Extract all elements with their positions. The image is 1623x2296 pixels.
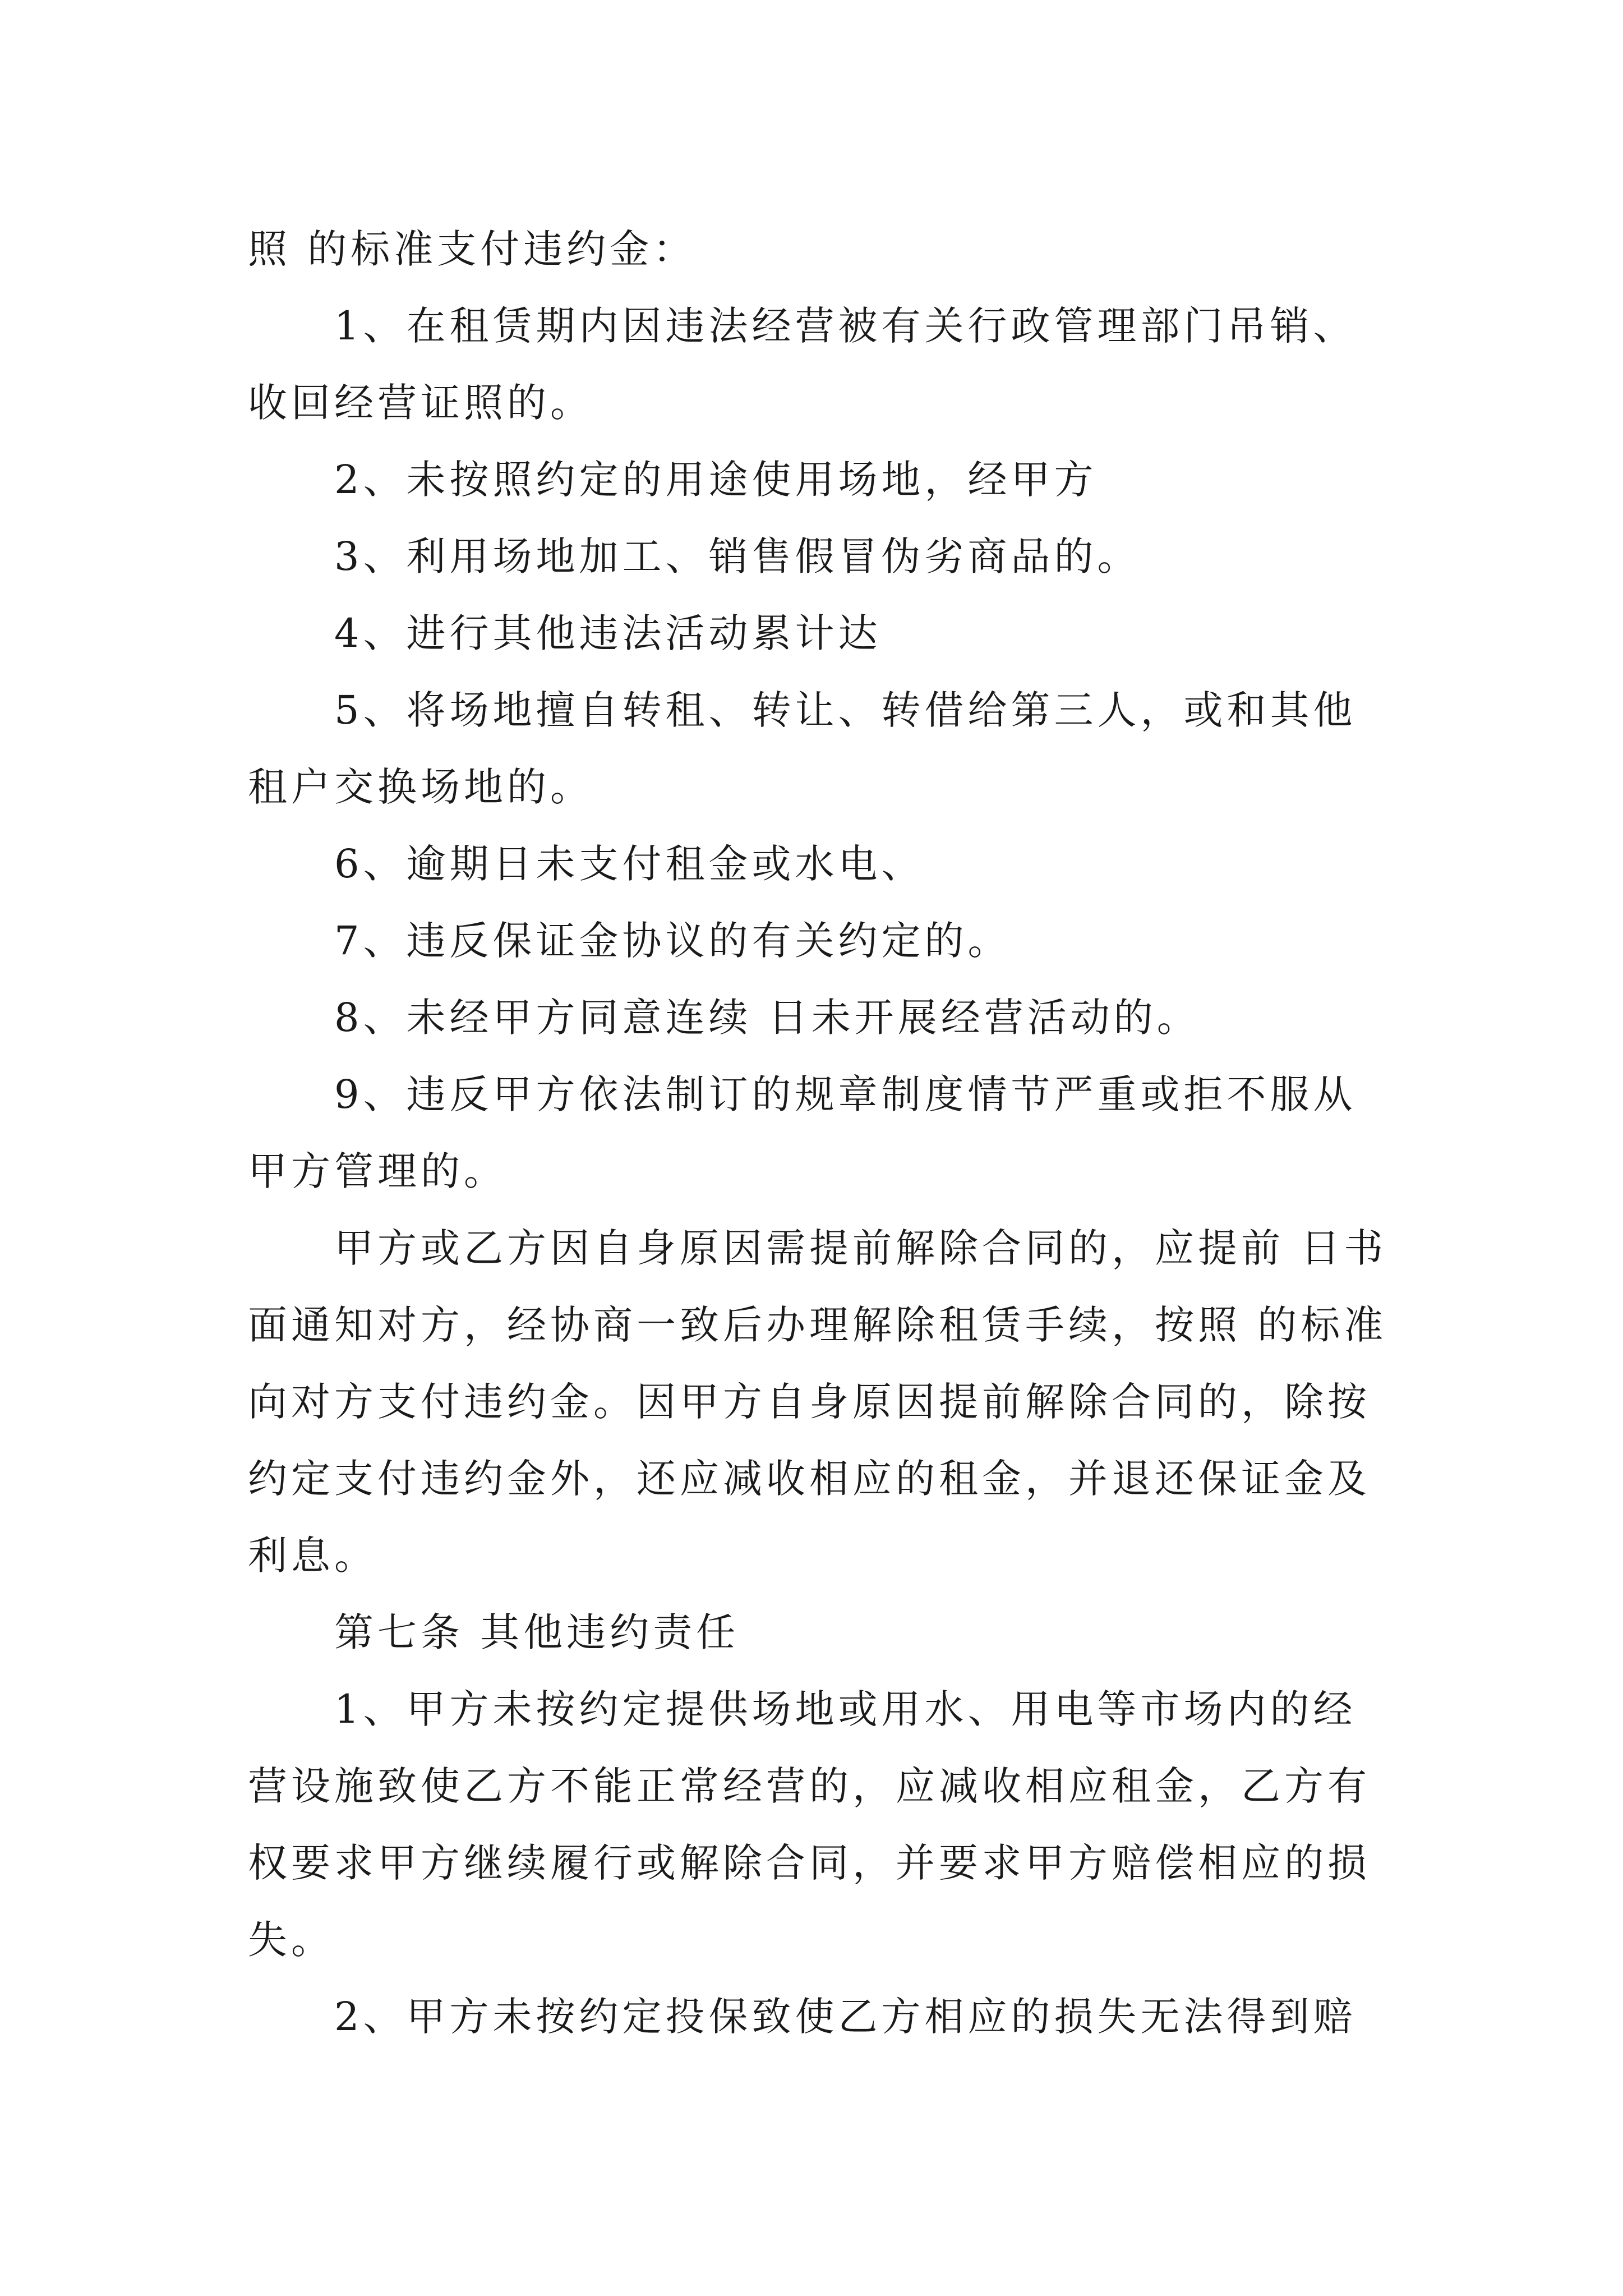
article-7-item-2: 2、甲方未按约定投保致使乙方相应的损失无法得到赔 — [334, 1994, 1357, 2040]
list-item-1: 1、在租赁期内因违法经营被有关行政管理部门吊销、收回经营证照的。 — [248, 303, 1357, 426]
list-item-2: 2、未按照约定的用途使用场地，经甲方 — [334, 457, 1098, 503]
list-item-3: 3、利用场地加工、销售假冒伪劣商品的。 — [334, 533, 1141, 579]
list-item-7: 7、违反保证金协议的有关约定的。 — [334, 918, 1011, 964]
section-heading-article-7: 第七条 其他违约责任 — [334, 1609, 740, 1655]
list-item-9: 9、违反甲方依法制订的规章制度情节严重或拒不服从甲方管理的。 — [248, 1071, 1357, 1194]
list-item-4: 4、进行其他违法活动累计达 — [334, 610, 882, 656]
paragraph-intro: 照 的标准支付违约金： — [248, 226, 697, 272]
paragraph-early-termination: 甲方或乙方因自身原因需提前解除合同的，应提前 日书面通知对方，经协商一致后办理解除租赁手续，按照 的标准向对方支付违约金。因甲方自身原因提前解除合同的，除按约定支付违约金外，还应减收相应的租金，并退还保证金及利息。 — [248, 1225, 1387, 1579]
article-7-item-1: 1、甲方未按约定提供场地或用水、用电等市场内的经营设施致使乙方不能正常经营的，应减收相应租金，乙方有权要求甲方继续履行或解除合同，并要求甲方赔偿相应的损失。 — [248, 1686, 1371, 1963]
list-item-6: 6、逾期日未支付租金或水电、 — [334, 841, 925, 887]
list-item-8: 8、未经甲方同意连续 日未开展经营活动的。 — [334, 995, 1200, 1041]
document-body — [248, 211, 1392, 2055]
list-item-5: 5、将场地擅自转租、转让、转借给第三人，或和其他租户交换场地的。 — [248, 687, 1357, 810]
